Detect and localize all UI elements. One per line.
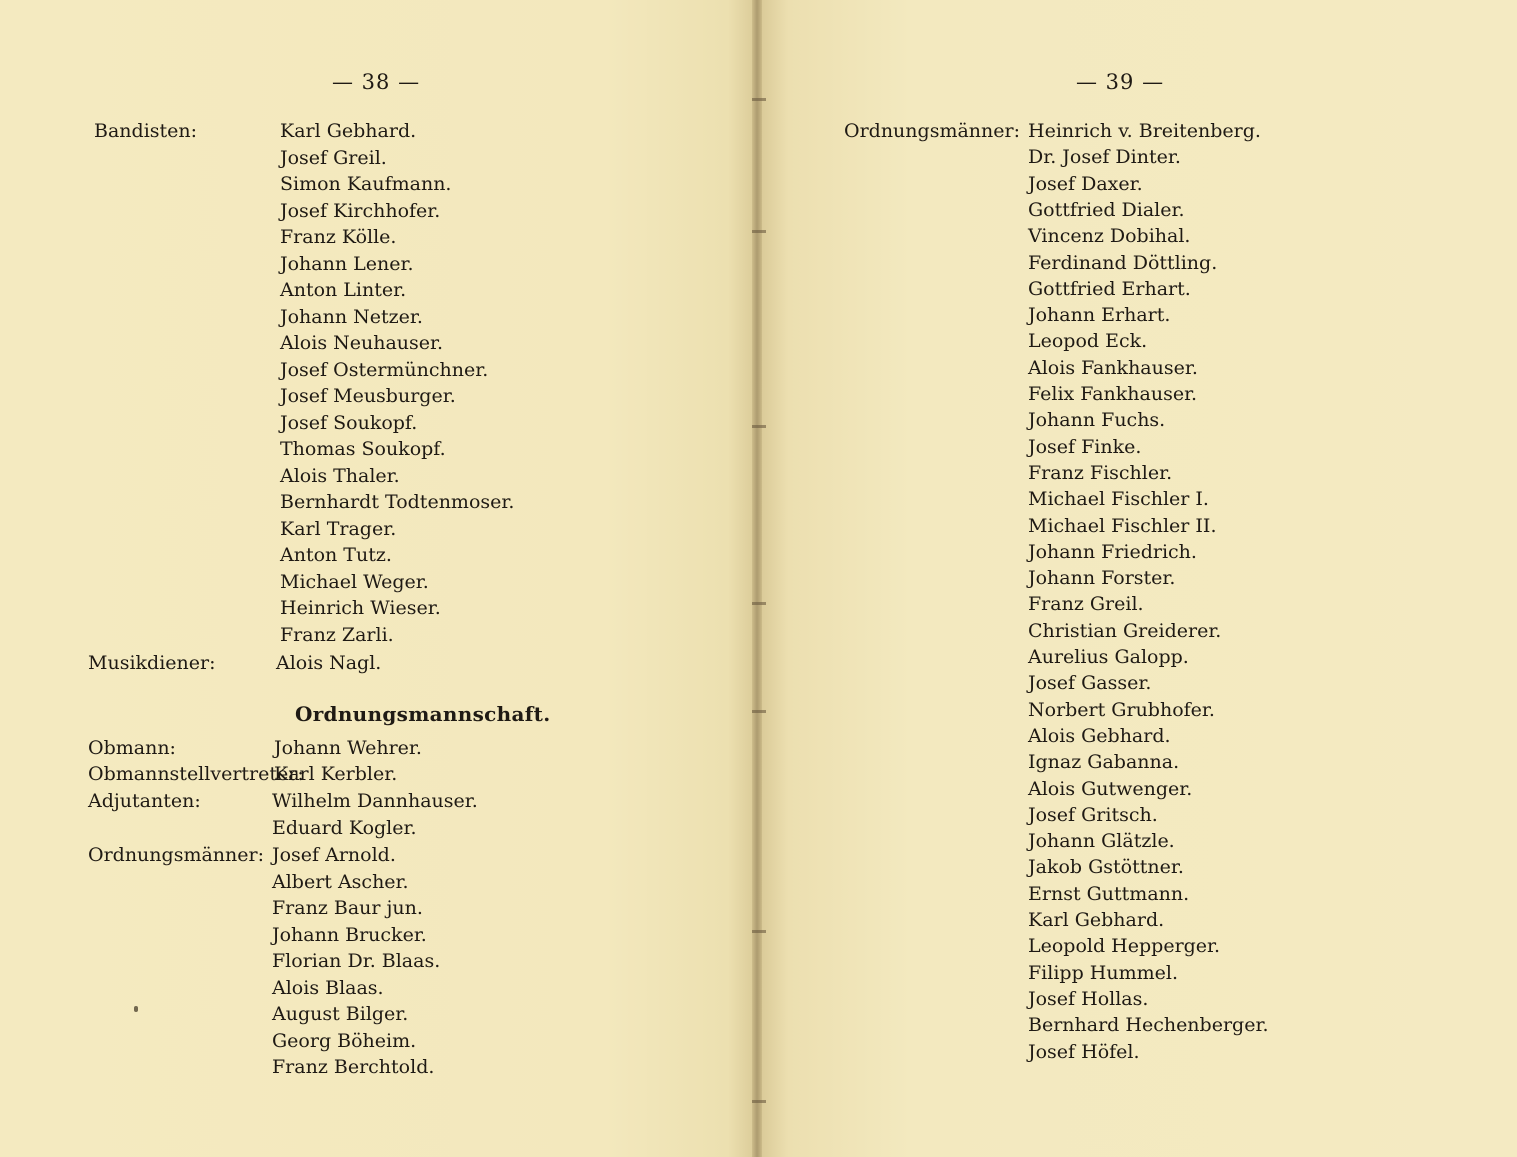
role-label-obmannstellvertreter: Obmannstellvertreter: <box>88 763 304 785</box>
name-entry: Josef Daxer. <box>1028 172 1143 195</box>
name-entry: Franz Fischler. <box>1028 461 1173 484</box>
name-entry: Wilhelm Dannhauser. <box>272 790 478 812</box>
name-entry: Heinrich v. Breitenberg. <box>1028 120 1261 142</box>
name-entry: Alois Gebhard. <box>1028 724 1171 747</box>
name-entry: Franz Berchtold. <box>272 1056 435 1078</box>
name-entry: Anton Tutz. <box>280 544 392 566</box>
name-entry: August Bilger. <box>272 1003 409 1025</box>
name-entry: Josef Finke. <box>1028 435 1142 458</box>
name-entry: Michael Fischler II. <box>1028 514 1217 537</box>
name-entry: Josef Gasser. <box>1028 672 1152 695</box>
name-entry: Albert Ascher. <box>272 870 409 893</box>
name-entry: Alois Gutwenger. <box>1028 777 1193 800</box>
name-entry: Franz Zarli. <box>280 623 394 646</box>
name-entry: Josef Ostermünchner. <box>280 358 489 381</box>
name-entry: Bernhardt Todtenmoser. <box>280 491 515 513</box>
name-entry: Norbert Grubhofer. <box>1028 698 1215 721</box>
name-entry: Aurelius Galopp. <box>1028 646 1189 668</box>
name-entry: Eduard Kogler. <box>272 817 417 839</box>
binding-thread <box>752 425 766 428</box>
name-entry: Ignaz Gabanna. <box>1028 751 1180 774</box>
name-entry: Josef Höfel. <box>1028 1040 1140 1063</box>
binding-thread <box>752 1100 766 1103</box>
binding-thread <box>752 98 766 101</box>
name-entry: Karl Trager. <box>280 517 397 540</box>
name-entry: Alois Thaler. <box>280 464 400 487</box>
name-entry: Alois Fankhauser. <box>1028 356 1198 379</box>
page-number: — 38 — <box>332 70 421 94</box>
name-entry: Karl Kerbler. <box>274 763 398 785</box>
name-entry: Ernst Guttmann. <box>1028 882 1190 905</box>
name-entry: Georg Böheim. <box>272 1029 417 1052</box>
name-entry: Heinrich Wieser. <box>280 597 441 619</box>
name-entry: Josef Gritsch. <box>1028 803 1158 826</box>
page-number: — 39 — <box>1076 70 1165 94</box>
name-entry: Johann Netzer. <box>280 305 423 328</box>
name-entry: Josef Greil. <box>280 146 387 169</box>
book-gutter <box>752 0 762 1157</box>
name-entry: Josef Arnold. <box>272 844 396 866</box>
name-entry: Johann Brucker. <box>272 923 427 946</box>
name-entry: Bernhard Hechenberger. <box>1028 1014 1269 1037</box>
name-entry: Johann Glätzle. <box>1028 830 1175 853</box>
name-entry: Franz Baur jun. <box>272 897 423 919</box>
name-entry: Johann Wehrer. <box>274 737 422 759</box>
name-entry: Simon Kaufmann. <box>280 173 452 195</box>
role-label-ordnungsmaenner: Ordnungsmänner: <box>844 120 1020 142</box>
role-label-adjutanten: Adjutanten: <box>88 790 201 812</box>
section-heading: Ordnungsmannschaft. <box>295 702 551 726</box>
name-entry: Josef Kirchhofer. <box>280 199 441 222</box>
name-entry: Franz Greil. <box>1028 593 1144 616</box>
name-entry: Johann Fuchs. <box>1028 409 1166 432</box>
binding-thread <box>752 230 766 233</box>
right-page <box>758 0 1517 1157</box>
role-label-obmann: Obmann: <box>88 737 176 759</box>
ink-speck <box>134 1006 138 1012</box>
name-entry: Alois Nagl. <box>276 652 382 674</box>
name-entry: Josef Soukopf. <box>280 411 418 434</box>
binding-thread <box>752 602 766 605</box>
role-label-bandisten: Bandisten: <box>94 120 198 142</box>
name-entry: Thomas Soukopf. <box>280 438 446 460</box>
name-entry: Felix Fankhauser. <box>1028 383 1198 405</box>
name-entry: Josef Meusburger. <box>280 385 456 407</box>
role-label-ordnungsmaenner: Ordnungsmänner: <box>88 844 264 866</box>
binding-thread <box>752 710 766 713</box>
left-page <box>0 0 758 1157</box>
name-entry: Ferdinand Döttling. <box>1028 251 1218 274</box>
name-entry: Michael Weger. <box>280 570 429 593</box>
name-entry: Michael Fischler I. <box>1028 488 1209 511</box>
name-entry: Leopold Hepperger. <box>1028 935 1221 958</box>
name-entry: Vincenz Dobihal. <box>1028 225 1191 248</box>
name-entry: Christian Greiderer. <box>1028 619 1222 642</box>
name-entry: Josef Hollas. <box>1028 987 1149 1010</box>
name-entry: Franz Kölle. <box>280 226 397 248</box>
name-entry: Alois Neuhauser. <box>280 332 444 354</box>
name-entry: Johann Erhart. <box>1028 304 1171 327</box>
name-entry: Johann Lener. <box>280 252 414 275</box>
binding-thread <box>752 930 766 933</box>
name-entry: Gottfried Erhart. <box>1028 277 1191 300</box>
name-entry: Jakob Gstöttner. <box>1028 856 1184 879</box>
role-label-musikdiener: Musikdiener: <box>88 652 216 674</box>
name-entry: Dr. Josef Dinter. <box>1028 146 1181 169</box>
name-entry: Johann Friedrich. <box>1028 540 1197 563</box>
name-entry: Leopod Eck. <box>1028 330 1148 353</box>
name-entry: Karl Gebhard. <box>280 120 417 142</box>
name-entry: Karl Gebhard. <box>1028 909 1165 931</box>
name-entry: Florian Dr. Blaas. <box>272 950 441 972</box>
name-entry: Alois Blaas. <box>272 976 384 999</box>
name-entry: Filipp Hummel. <box>1028 961 1178 984</box>
name-entry: Anton Linter. <box>280 279 407 301</box>
name-entry: Gottfried Dialer. <box>1028 198 1185 221</box>
name-entry: Johann Forster. <box>1028 567 1176 590</box>
